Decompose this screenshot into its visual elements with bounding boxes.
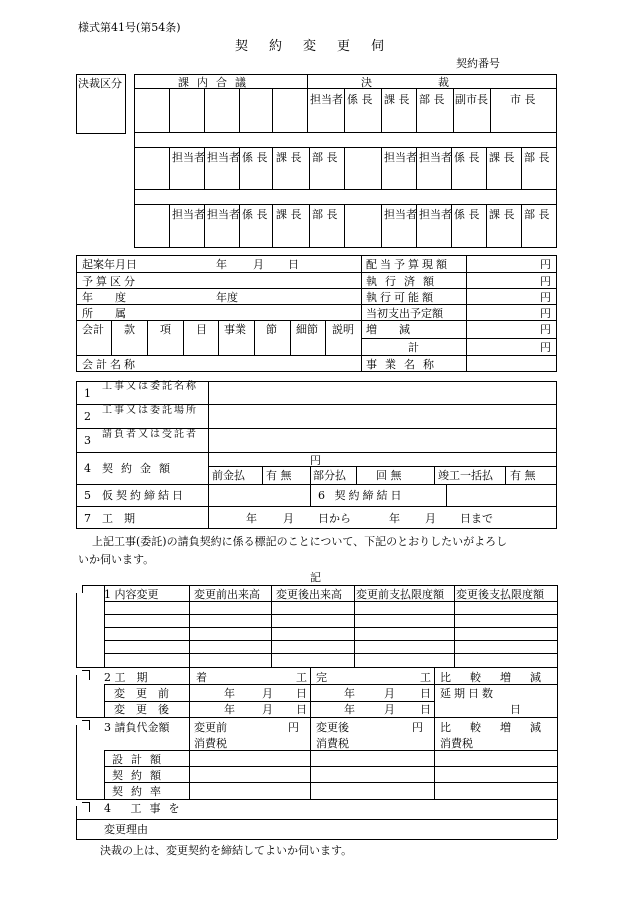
lump-sum-label[interactable]: 竣工一括払: [438, 469, 493, 482]
increase-label: 増 減: [366, 323, 410, 336]
after-amount-yen: 円: [412, 721, 423, 734]
row-num-4: 4: [84, 462, 91, 475]
before-end-year: 年: [344, 687, 355, 700]
ki-label: 記: [310, 571, 321, 584]
contractor-label: 請負者又は受託者: [102, 429, 198, 440]
fiscal-year-label: 年 度: [82, 291, 126, 304]
reason-label: 変更理由: [104, 823, 148, 836]
sec1-head-3: 変更前支払限度額: [356, 588, 444, 601]
closing-text: 決裁の上は、変更契約を締結してよいか伺います。: [100, 844, 353, 857]
body-line-2: いか伺います。: [78, 553, 155, 566]
amount-compare-label: 比 較 増 減: [440, 721, 545, 734]
work-place-label: 工事又は委託場所: [102, 405, 198, 416]
lump-sum-option[interactable]: 有 無: [510, 469, 536, 482]
yen-4: 円: [540, 307, 551, 320]
period-end-month: 月: [425, 512, 436, 525]
bot-role-5: 部 長: [312, 208, 338, 221]
kessai-role-5: 副市長: [455, 93, 488, 106]
mid-role-3: 係 長: [242, 151, 268, 164]
acct-head-saisetsu: 細節: [296, 323, 318, 336]
after-start-month: 月: [262, 703, 273, 716]
design-amount-label: 設計額: [112, 753, 169, 766]
page-title: 契 約 変 更 伺: [235, 39, 389, 54]
start-label: 着: [196, 671, 207, 684]
after-end-month: 月: [384, 703, 395, 716]
decision-type-label: 決裁区分: [78, 77, 122, 90]
before-end-month: 月: [384, 687, 395, 700]
fiscal-year-suffix: 年度: [216, 291, 238, 304]
mid-role-1: 担当者: [172, 151, 205, 164]
row-num-5: 5: [84, 489, 91, 502]
acct-head-setsu: 節: [266, 323, 277, 336]
executed-label: 執行済額: [366, 275, 442, 288]
project-name-label: 事業名称: [366, 358, 442, 371]
kian-date-label: 起案年月日: [82, 258, 137, 271]
after-label: 変 更 後: [114, 703, 169, 716]
sec1-head-1: 変更前出来高: [194, 588, 260, 601]
start-suffix: 工: [296, 671, 307, 684]
contract-amount-row-label: 契約額: [112, 769, 169, 782]
work-name-label: 工事又は委託名称: [102, 381, 198, 392]
bot-role-10: 部 長: [524, 208, 550, 221]
after-amount-label: 変更後: [316, 721, 349, 734]
before-start-year: 年: [224, 687, 235, 700]
end-suffix: 工: [420, 671, 431, 684]
kessai-role-2: 係 長: [347, 93, 373, 106]
acct-head-jigyo: 事業: [224, 323, 246, 336]
mid-role-4: 課 長: [276, 151, 302, 164]
after-tax-label: 消費税: [316, 737, 349, 750]
account-name-label: 会計名称: [82, 358, 138, 371]
period-end-day: 日まで: [460, 512, 493, 525]
compare-label: 比 較 増 減: [440, 671, 545, 684]
contract-amount-yen: 円: [310, 454, 321, 467]
before-start-day: 日: [296, 687, 307, 700]
delay-day-unit: 日: [510, 703, 521, 716]
kanai-label: 課内合議: [178, 76, 254, 89]
kessai-role-6: 市 長: [510, 93, 536, 106]
bot-role-2: 担当者: [207, 208, 240, 221]
acct-head-kan: 款: [124, 323, 135, 336]
yen-2: 円: [540, 275, 551, 288]
kessai-role-4: 部 長: [419, 93, 445, 106]
allotted-budget-label: 配当予算現額: [366, 258, 450, 271]
mid-role-9: 課 長: [489, 151, 515, 164]
sec4-label: 4 工事を: [104, 802, 188, 815]
form-number: 様式第41号(第54条): [78, 21, 181, 34]
before-tax-label: 消費税: [194, 737, 227, 750]
dept-label: 所 属: [82, 307, 126, 320]
kian-year: 年: [216, 258, 227, 271]
end-label: 完: [316, 671, 327, 684]
bot-role-4: 課 長: [276, 208, 302, 221]
acct-head-setsumei: 説明: [332, 323, 354, 336]
period-start-month: 月: [283, 512, 294, 525]
kian-day: 日: [288, 258, 299, 271]
bot-role-1: 担当者: [172, 208, 205, 221]
kessai-role-3: 課 長: [384, 93, 410, 106]
mid-role-8: 係 長: [454, 151, 480, 164]
mid-role-10: 部 長: [524, 151, 550, 164]
sec1-head-4: 変更後支払限度額: [456, 588, 544, 601]
provisional-date-label: 仮契約締結日: [102, 489, 186, 502]
contract-number-label: 契約番号: [456, 57, 500, 70]
partial-pay-option[interactable]: 回 無: [376, 469, 402, 482]
advance-pay-label[interactable]: 前金払: [212, 469, 245, 482]
row-num-7: 7: [84, 512, 91, 525]
kessai-label: 決 裁: [361, 76, 449, 89]
after-end-day: 日: [420, 703, 431, 716]
yen-5: 円: [540, 323, 551, 336]
before-amount-label: 変更前: [194, 721, 227, 734]
mid-role-5: 部 長: [312, 151, 338, 164]
after-start-day: 日: [296, 703, 307, 716]
executable-label: 執行可能額: [366, 291, 436, 304]
body-line-1: 上記工事(委託)の請負契約に係る標記のことについて、下記のとおりしたいがよろし: [92, 535, 508, 548]
mid-role-6: 担当者: [384, 151, 417, 164]
kian-month: 月: [253, 258, 264, 271]
yen-3: 円: [540, 291, 551, 304]
conclusion-date-label: 6 契約締結日: [318, 489, 405, 502]
after-end-year: 年: [344, 703, 355, 716]
row-num-2: 2: [84, 410, 91, 423]
mid-role-7: 担当者: [419, 151, 452, 164]
bot-role-7: 担当者: [419, 208, 452, 221]
advance-pay-option[interactable]: 有 無: [266, 469, 292, 482]
acct-head-moku: 目: [196, 323, 207, 336]
bot-role-3: 係 長: [242, 208, 268, 221]
row-num-1: 1: [84, 387, 91, 400]
period-start-day: 日から: [318, 512, 351, 525]
sec3-label: 3 請負代金額: [104, 721, 170, 734]
contract-amount-label: 契約金額: [102, 462, 178, 475]
compare-tax-label: 消費税: [440, 737, 473, 750]
contract-rate-label: 契約率: [112, 785, 169, 798]
initial-expense-label: 当初支出予定額: [366, 307, 443, 320]
period-label: 工 期: [102, 512, 135, 525]
bot-role-8: 係 長: [454, 208, 480, 221]
delay-label: 延期日数: [440, 687, 496, 700]
sec2-label: 2 工 期: [104, 671, 148, 684]
period-start-year: 年: [246, 512, 257, 525]
before-start-month: 月: [262, 687, 273, 700]
before-end-day: 日: [420, 687, 431, 700]
partial-pay-label[interactable]: 部分払: [313, 469, 346, 482]
sec1-head-2: 変更後出来高: [276, 588, 342, 601]
after-start-year: 年: [224, 703, 235, 716]
bot-role-6: 担当者: [384, 208, 417, 221]
kessai-role-1: 担当者: [310, 93, 343, 106]
yen-6: 円: [540, 341, 551, 354]
yen-1: 円: [540, 258, 551, 271]
period-end-year: 年: [389, 512, 400, 525]
acct-head-kaikei: 会計: [82, 323, 104, 336]
bot-role-9: 課 長: [489, 208, 515, 221]
row-num-3: 3: [84, 434, 91, 447]
mid-role-2: 担当者: [207, 151, 240, 164]
total-label: 計: [408, 341, 419, 354]
sec1-label: 1 内容変更: [104, 588, 159, 601]
before-amount-yen: 円: [288, 721, 299, 734]
acct-head-kou: 項: [160, 323, 171, 336]
before-label: 変 更 前: [114, 687, 169, 700]
budget-class-label: 予算区分: [82, 275, 138, 288]
